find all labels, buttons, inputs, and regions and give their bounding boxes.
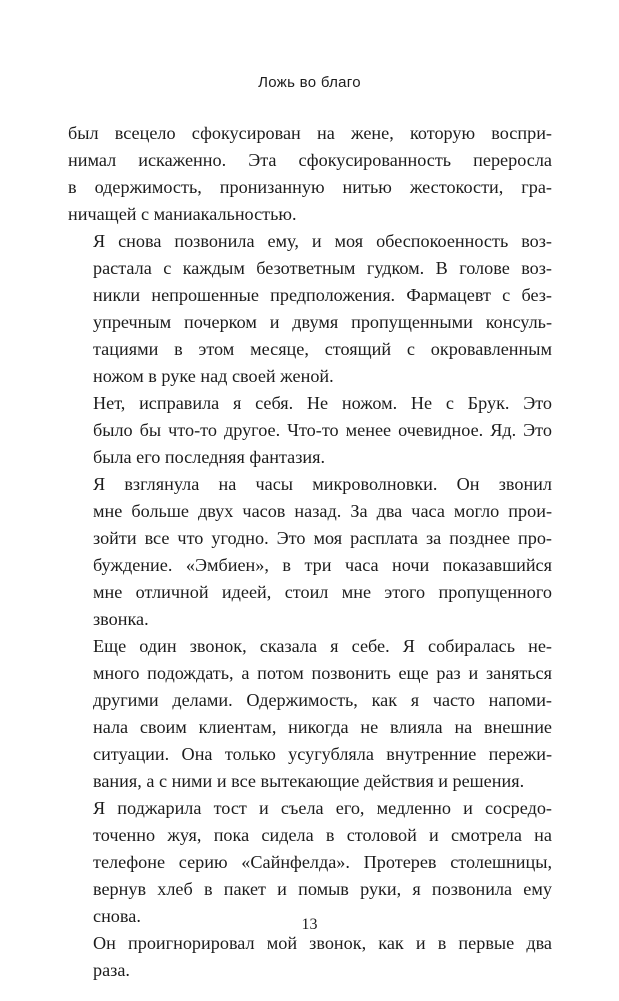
- text-line: много подождать, а потом позвонить еще раз и заняться: [93, 663, 552, 683]
- text-line: никли непрошенные предположения. Фармацевт с без-: [93, 285, 552, 305]
- text-line: Он проигнорировал мой звонок, как и в первые два: [93, 933, 552, 953]
- text-line: Я поджарила тост и съела его, медленно и сосредо-: [93, 798, 552, 818]
- text-line: звонка.: [93, 609, 149, 629]
- paragraph: [68, 390, 552, 471]
- text-line: ситуации. Она только усугубляла внутренние пережи-: [93, 744, 552, 764]
- text-line: Еще один звонок, сказала я себе. Я собиралась не-: [93, 636, 552, 656]
- paragraph: [68, 120, 552, 228]
- text-line: было бы что-то другое. Что-то менее очевидное. Яд. Это: [93, 420, 552, 440]
- paragraph: [68, 471, 552, 633]
- text-line: снова.: [93, 906, 141, 926]
- text-line: точенно жуя, пока сидела в столовой и смотрела на: [93, 825, 552, 845]
- text-line: мне отличной идеей, стоил мне этого пропущенного: [93, 582, 552, 602]
- text-line: ничащей с маниакальностью.: [68, 204, 297, 224]
- text-line: телефоне серию «Сайнфелда». Протерев столешницы,: [93, 852, 552, 872]
- paragraph: [68, 795, 552, 930]
- text-line: вания, а с ними и все вытекающие действия и решения.: [93, 771, 525, 791]
- paragraph: [68, 930, 552, 984]
- text-line: нала своим клиентам, никогда не влияла на внешние: [93, 717, 552, 737]
- text-line: Я взглянула на часы микроволновки. Он звонил: [93, 474, 552, 494]
- text-line: Нет, исправила я себя. Не ножом. Не с Брук. Это: [93, 393, 552, 413]
- paragraph: [68, 633, 552, 795]
- text-line: буждение. «Эмбиен», в три часа ночи показавшийся: [93, 555, 552, 575]
- text-line: растала с каждым безответным гудком. В голове воз-: [93, 258, 552, 278]
- text-line: нимал искаженно. Эта сфокусированность переросла: [68, 150, 552, 170]
- text-line: был всецело сфокусирован на жене, которую воспри-: [68, 123, 552, 143]
- text-line: зойти все что угодно. Это моя расплата за позднее про-: [93, 528, 552, 548]
- text-line: раза.: [93, 960, 130, 980]
- text-line: в одержимость, пронизанную нитью жестокости, гра-: [68, 177, 552, 197]
- text-line: другими делами. Одержимость, как я часто напоми-: [93, 690, 552, 710]
- body-text: [68, 120, 552, 984]
- text-line: Я снова позвонила ему, и моя обеспокоенность воз-: [93, 231, 552, 251]
- text-line: мне больше двух часов назад. За два часа могло прои-: [93, 501, 552, 521]
- text-line: ножом в руке над своей женой.: [93, 366, 334, 386]
- text-line: упречным почерком и двумя пропущенными консуль-: [93, 312, 552, 332]
- text-line: тациями в этом месяце, стоящий с окровавленным: [93, 339, 552, 359]
- running-head: Ложь во благо: [258, 74, 361, 91]
- text-line: вернув хлеб в пакет и помыв руки, я позвонила ему: [93, 879, 552, 899]
- page-number: 13: [301, 916, 318, 933]
- paragraph: [68, 228, 552, 390]
- text-line: была его последняя фантазия.: [93, 447, 326, 467]
